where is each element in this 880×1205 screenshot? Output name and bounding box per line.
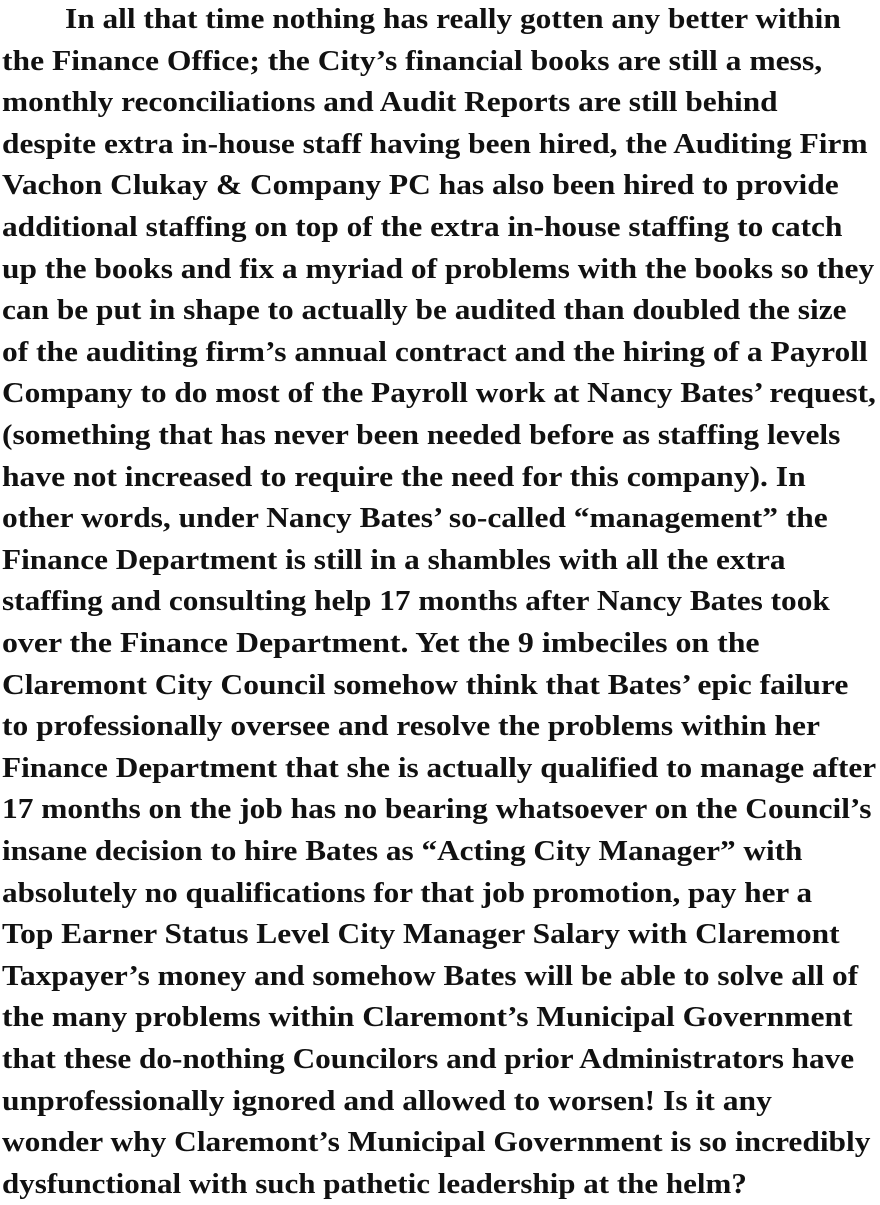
paragraph-line: monthly reconciliations and Audit Reports are still behind	[2, 87, 778, 119]
paragraph-line: Claremont City Council somehow think that Bates’ epic failure	[2, 669, 849, 701]
paragraph-line: insane decision to hire Bates as “Acting City Manager” with	[2, 836, 803, 867]
paragraph-line: Vachon Clukay & Company PC has also been hired to provide	[2, 170, 839, 202]
paragraph-line: Finance Department that she is actually qualified to manage after	[2, 752, 877, 784]
paragraph-line: unprofessionally ignored and allowed to worsen! Is it any	[2, 1085, 772, 1117]
paragraph-line: additional staffing on top of the extra in-house staffing to catch	[2, 212, 843, 243]
paragraph-line: the Finance Office; the City’s financial books are still a mess,	[2, 45, 823, 77]
paragraph-line: Company to do most of the Payroll work at Nancy Bates’ request,	[2, 378, 876, 410]
paragraph-line: despite extra in-house staff having been hired, the Auditing Firm	[2, 128, 868, 160]
paragraph-line: the many problems within Claremont’s Municipal Government	[2, 1002, 853, 1034]
paragraph-line: up the books and fix a myriad of problems with the books so they	[2, 253, 875, 285]
paragraph-line: Top Earner Status Level City Manager Salary with Claremont	[2, 919, 840, 951]
paragraph-line: staffing and consulting help 17 months after Nancy Bates took	[2, 586, 830, 618]
paragraph-line: 17 months on the job has no bearing whatsoever on the Council’s	[2, 794, 872, 826]
paragraph-line: dysfunctional with such pathetic leadership at the helm?	[2, 1168, 747, 1200]
paragraph-line: to professionally oversee and resolve the problems within her	[2, 711, 820, 743]
paragraph-line: have not increased to require the need for this company). In	[2, 461, 806, 493]
paragraph-line: of the auditing firm’s annual contract and the hiring of a Payroll	[2, 336, 868, 368]
paragraph-line: Finance Department is still in a shambles with all the extra	[2, 544, 786, 576]
paragraph-line: (something that has never been needed before as staffing levels	[2, 420, 841, 451]
paragraph-line: absolutely no qualifications for that job promotion, pay her a	[2, 877, 813, 909]
paragraph-line: other words, under Nancy Bates’ so-called “management” the	[2, 503, 828, 535]
paragraph-line: wonder why Claremont’s Municipal Government is so incredibly	[2, 1127, 871, 1159]
paragraph-line: that these do-nothing Councilors and prior Administrators have	[2, 1044, 855, 1075]
paragraph-line: over the Finance Department. Yet the 9 imbeciles on the	[2, 628, 760, 659]
paragraph-line: can be put in shape to actually be audited than doubled the size	[2, 295, 847, 327]
paragraph-line: In all that time nothing has really gotten any better within	[65, 4, 841, 35]
paragraph-line: Taxpayer’s money and somehow Bates will be able to solve all of	[2, 960, 859, 992]
